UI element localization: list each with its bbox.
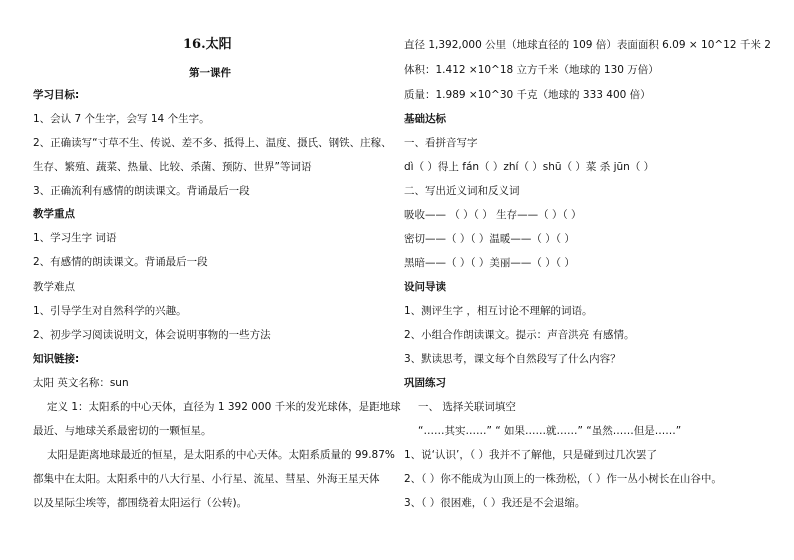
practice-section-1: 一、 选择关联词填空 xyxy=(418,401,516,413)
mass-line: 质量：1.989 ×10^30 千克（地球的 333 400 倍） xyxy=(404,89,651,101)
key-point-2: 2、有感情的朗读课文。背诵最后一段 xyxy=(33,256,208,268)
guide-item-3: 3、默读思考，课文每个自然段写了什么内容？ xyxy=(404,353,621,365)
guide-heading: 设问导读 xyxy=(404,281,446,293)
practice-question-1: 1、说‘认识’，（ ）我并不了解他，只是碰到过几次罢了 xyxy=(404,449,657,461)
conjunction-options: “……其实……” “ 如果……就……” “虽然……但是……” xyxy=(418,425,682,437)
goal-item-3: 3、正确流利有感情的朗读课文。背诵最后一段 xyxy=(33,185,250,197)
synonym-row-1: 吸收—— （ ）（ ） 生存——（ ）（ ） xyxy=(404,209,582,221)
description-line-2: 都集中在太阳。太阳系中的八大行星、小行星、流星、彗星、外海王星天体 xyxy=(33,473,380,485)
description-line-3: 以及星际尘埃等，都围绕着太阳运行（公转)。 xyxy=(33,497,248,509)
diameter-line: 直径 1,392,000 公里（地球直径的 109 倍）表面面积 6.09 × 10^12 千米 2 xyxy=(404,39,771,51)
lesson-title: 16.太阳 xyxy=(183,37,232,52)
basic-heading: 基础达标 xyxy=(404,113,446,125)
goal-item-1: 1、会认 7 个生字，会写 14 个生字。 xyxy=(33,113,210,125)
definition-line-2: 最近、与地球关系最密切的一颗恒星。 xyxy=(33,425,212,437)
lesson-subtitle: 第一课件 xyxy=(189,67,231,79)
synonym-row-3: 黑暗——（ ）（ ）美丽——（ ）（ ） xyxy=(404,257,575,269)
definition-line-1: 定义 1：太阳系的中心天体，直径为 1 392 000 千米的发光球体，是距地球 xyxy=(47,401,401,413)
key-points-heading: 教学重点 xyxy=(33,208,75,220)
goal-item-2-line-2: 生存、繁殖、蔬菜、热量、比较、杀菌、预防、世界”等词语 xyxy=(33,161,312,173)
guide-item-1: 1、测评生字 ，相互讨论不理解的词语。 xyxy=(404,305,593,317)
goals-heading: 学习目标: xyxy=(33,89,80,101)
sun-english-name: 太阳 英文名称：sun xyxy=(33,377,129,389)
key-point-1: 1、学习生字 词语 xyxy=(33,232,117,244)
pinyin-row: dì（ ）得上 fán（ ）zhí（ ）shū（ ）菜 杀 jūn（ ） xyxy=(404,161,655,173)
pinyin-heading: 一、看拼音写字 xyxy=(404,137,478,149)
synonym-heading: 二、写出近义词和反义词 xyxy=(404,185,520,197)
difficulties-heading: 教学难点 xyxy=(33,281,75,293)
practice-heading: 巩固练习 xyxy=(404,377,446,389)
synonym-row-2: 密切——（ ）（ ）温暖——（ ）（ ） xyxy=(404,233,575,245)
difficulty-1: 1、引导学生对自然科学的兴趣。 xyxy=(33,305,187,317)
description-line-1: 太阳是距离地球最近的恒星，是太阳系的中心天体。太阳系质量的 99.87% xyxy=(47,449,395,461)
difficulty-2: 2、初步学习阅读说明文，体会说明事物的一些方法 xyxy=(33,329,271,341)
volume-line: 体积：1.412 ×10^18 立方千米（地球的 130 万倍） xyxy=(404,64,659,76)
knowledge-link-heading: 知识链接: xyxy=(33,353,80,365)
goal-item-2-line-1: 2、正确读写“寸草不生、传说、差不多、抵得上、温度、摄氏、钢铁、庄稼、 xyxy=(33,137,392,149)
practice-question-3: 3、（ ）很困难，（ ）我还是不会退缩。 xyxy=(404,497,586,509)
guide-item-2: 2、小组合作朗读课文。提示：声音洪亮 有感情。 xyxy=(404,329,635,341)
practice-question-2: 2、（ ）你不能成为山顶上的一株劲松，（ ）作一丛小树长在山谷中。 xyxy=(404,473,722,485)
